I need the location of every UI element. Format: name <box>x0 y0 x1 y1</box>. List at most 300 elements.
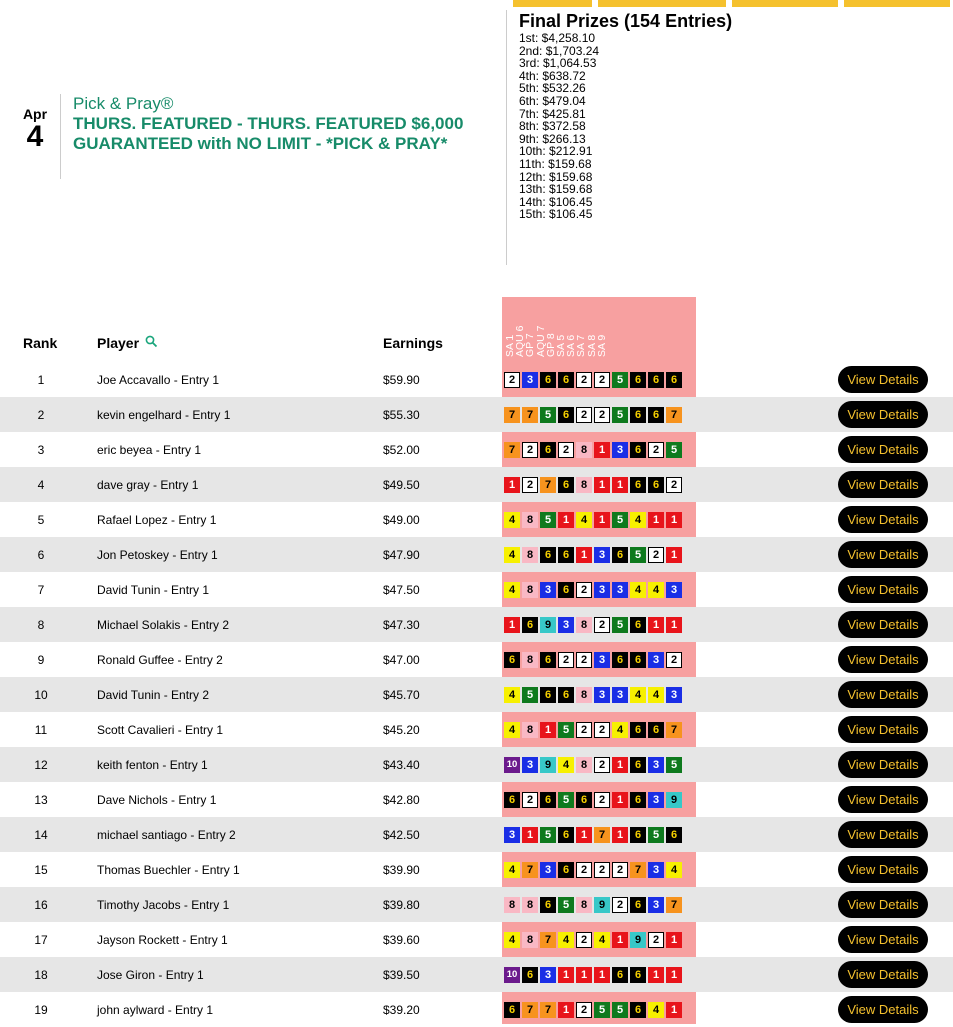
pick-chip: 6 <box>576 792 592 808</box>
view-details-button[interactable]: View Details <box>838 611 928 638</box>
pick-chip: 3 <box>648 757 664 773</box>
pick-chip: 2 <box>648 442 664 458</box>
prize-item: 5th: $532.26 <box>519 81 586 96</box>
pick-chip: 1 <box>648 617 664 633</box>
earnings-cell: $52.00 <box>383 442 420 457</box>
pick-chip: 5 <box>558 722 574 738</box>
picks-strip <box>504 897 682 913</box>
pick-chip: 6 <box>630 897 646 913</box>
pick-chip: 4 <box>648 582 664 598</box>
table-row <box>0 502 953 537</box>
rank-cell: 17 <box>34 932 48 947</box>
pick-chip: 6 <box>648 477 664 493</box>
earnings-cell: $47.00 <box>383 652 420 667</box>
earnings-cell: $47.50 <box>383 582 420 597</box>
picks-strip <box>504 757 682 773</box>
pick-chip: 7 <box>522 862 538 878</box>
table-row <box>0 432 953 467</box>
pick-chip: 2 <box>594 862 610 878</box>
earnings-cell: $59.90 <box>383 372 420 387</box>
pick-chip: 2 <box>576 652 592 668</box>
pick-chip: 1 <box>594 967 610 983</box>
contest-title: THURS. FEATURED - THURS. FEATURED $6,000 GUARANTEED with NO LIMIT - *PICK & PRAY* <box>73 114 464 153</box>
picks-strip <box>504 477 682 493</box>
pick-chip: 4 <box>504 687 520 703</box>
pick-chip: 3 <box>522 372 538 388</box>
pick-chip: 5 <box>612 372 628 388</box>
pick-chip: 6 <box>540 897 556 913</box>
rank-cell: 15 <box>34 862 48 877</box>
rank-cell: 7 <box>37 582 45 597</box>
prize-item: 7th: $425.81 <box>519 106 586 121</box>
game-type: Pick & Pray® <box>73 94 174 113</box>
pick-chip: 6 <box>504 652 520 668</box>
pick-chip: 1 <box>594 512 610 528</box>
picks-strip <box>504 687 682 703</box>
pick-chip: 9 <box>540 757 556 773</box>
player-name: Dave Nichols - Entry 1 <box>97 792 217 807</box>
rank-cell: 14 <box>34 827 48 842</box>
player-name: David Tunin - Entry 1 <box>97 582 210 597</box>
pick-chip: 6 <box>540 442 556 458</box>
pick-chip: 1 <box>648 512 664 528</box>
race-label: AQU 7 <box>534 325 547 357</box>
pick-chip: 3 <box>522 757 538 773</box>
pick-chip: 3 <box>666 687 682 703</box>
table-row <box>0 677 953 712</box>
pick-chip: 1 <box>666 512 682 528</box>
pick-chip: 7 <box>540 932 556 948</box>
view-details-button[interactable]: View Details <box>838 856 928 883</box>
race-label: SA 1 <box>504 334 516 357</box>
pick-chip: 6 <box>558 372 574 388</box>
pick-chip: 6 <box>504 1002 520 1018</box>
view-details-button[interactable]: View Details <box>838 716 928 743</box>
pick-chip: 1 <box>576 967 592 983</box>
picks-strip <box>504 617 682 633</box>
picks-strip <box>504 652 682 668</box>
table-row <box>0 887 953 922</box>
final-prizes-panel <box>506 10 732 265</box>
pick-chip: 1 <box>648 967 664 983</box>
pick-chip: 6 <box>558 827 574 843</box>
pick-chip: 1 <box>612 827 628 843</box>
divider <box>60 94 61 179</box>
pick-chip: 8 <box>522 512 538 528</box>
prize-item: 12th: $159.68 <box>519 169 593 184</box>
pick-chip: 1 <box>540 722 556 738</box>
earnings-cell: $55.30 <box>383 407 420 422</box>
pick-chip: 3 <box>594 547 610 563</box>
pick-chip: 8 <box>576 757 592 773</box>
prize-list <box>519 32 732 221</box>
view-details-button[interactable]: View Details <box>838 436 928 463</box>
pick-chip: 1 <box>666 932 682 948</box>
pick-chip: 6 <box>630 827 646 843</box>
picks-strip <box>504 967 682 983</box>
picks-strip <box>504 862 682 878</box>
pick-chip: 3 <box>594 652 610 668</box>
pick-chip: 2 <box>522 442 538 458</box>
pick-chip: 4 <box>576 512 592 528</box>
pick-chip: 4 <box>594 932 610 948</box>
view-details-button[interactable]: View Details <box>838 821 928 848</box>
pick-chip: 4 <box>504 512 520 528</box>
rank-cell: 13 <box>34 792 48 807</box>
prize-item: 13th: $159.68 <box>519 182 593 197</box>
pick-chip: 1 <box>666 967 682 983</box>
pick-chip: 2 <box>594 757 610 773</box>
table-row <box>0 397 953 432</box>
pick-chip: 3 <box>558 617 574 633</box>
pick-chip: 6 <box>612 967 628 983</box>
pick-chip: 2 <box>612 862 628 878</box>
pick-chip: 6 <box>630 722 646 738</box>
pick-chip: 3 <box>648 792 664 808</box>
rank-cell: 9 <box>37 652 45 667</box>
pick-chip: 6 <box>630 757 646 773</box>
pick-chip: 3 <box>540 862 556 878</box>
pick-chip: 7 <box>666 722 682 738</box>
pick-chip: 2 <box>558 442 574 458</box>
table-row <box>0 467 953 502</box>
pick-chip: 6 <box>540 372 556 388</box>
pick-chip: 10 <box>504 967 520 983</box>
pick-chip: 3 <box>594 582 610 598</box>
earnings-cell: $39.50 <box>383 967 420 982</box>
pick-chip: 1 <box>558 967 574 983</box>
pick-chip: 7 <box>540 1002 556 1018</box>
pick-chip: 6 <box>522 967 538 983</box>
picks-strip <box>504 372 682 388</box>
pick-chip: 10 <box>504 757 520 773</box>
pick-chip: 8 <box>504 897 520 913</box>
pick-chip: 4 <box>504 862 520 878</box>
pick-chip: 3 <box>504 827 520 843</box>
pick-chip: 3 <box>648 652 664 668</box>
prize-item: 4th: $638.72 <box>519 68 586 83</box>
pick-chip: 5 <box>612 407 628 423</box>
earnings-cell: $42.50 <box>383 827 420 842</box>
earnings-cell: $47.30 <box>383 617 420 632</box>
pick-chip: 3 <box>612 582 628 598</box>
pick-chip: 3 <box>648 862 664 878</box>
pick-chip: 3 <box>612 687 628 703</box>
pick-chip: 7 <box>666 407 682 423</box>
table-row <box>0 852 953 887</box>
pick-chip: 6 <box>558 407 574 423</box>
player-name: Rafael Lopez - Entry 1 <box>97 512 217 527</box>
race-label: SA 7 <box>575 334 588 357</box>
pick-chip: 5 <box>558 897 574 913</box>
pick-chip: 3 <box>648 897 664 913</box>
top-tab-strip <box>513 0 950 7</box>
pick-chip: 2 <box>576 862 592 878</box>
pick-chip: 9 <box>630 932 646 948</box>
rank-cell: 19 <box>34 1002 48 1017</box>
view-details-button[interactable]: View Details <box>838 576 928 603</box>
pick-chip: 6 <box>666 827 682 843</box>
pick-chip: 1 <box>594 442 610 458</box>
pick-chip: 1 <box>612 477 628 493</box>
earnings-cell: $45.20 <box>383 722 420 737</box>
pick-chip: 1 <box>558 512 574 528</box>
pick-chip: 7 <box>630 862 646 878</box>
picks-strip <box>504 1002 682 1018</box>
pick-chip: 8 <box>522 722 538 738</box>
player-name: Timothy Jacobs - Entry 1 <box>97 897 230 912</box>
pick-chip: 7 <box>540 477 556 493</box>
pick-chip: 4 <box>612 722 628 738</box>
pick-chip: 3 <box>612 442 628 458</box>
pick-chip: 1 <box>612 932 628 948</box>
rank-cell: 1 <box>37 372 45 387</box>
race-label: SA 5 <box>554 334 567 357</box>
contest-month: Apr <box>22 106 48 122</box>
pick-chip: 6 <box>648 407 664 423</box>
pick-chip: 2 <box>576 407 592 423</box>
view-details-button[interactable]: View Details <box>838 471 928 498</box>
pick-chip: 7 <box>522 407 538 423</box>
pick-chip: 7 <box>666 897 682 913</box>
pick-chip: 5 <box>594 1002 610 1018</box>
pick-chip: 2 <box>576 582 592 598</box>
player-name: dave gray - Entry 1 <box>97 477 199 492</box>
table-row <box>0 572 953 607</box>
pick-chip: 6 <box>558 477 574 493</box>
player-header[interactable] <box>97 335 158 351</box>
pick-chip: 5 <box>540 512 556 528</box>
pick-chip: 2 <box>558 652 574 668</box>
prize-item: 8th: $372.58 <box>519 119 586 134</box>
pick-chip: 2 <box>522 477 538 493</box>
earnings-header: Earnings <box>383 335 443 351</box>
pick-chip: 1 <box>504 617 520 633</box>
table-row <box>0 537 953 572</box>
race-label: SA 6 <box>565 334 578 357</box>
view-details-button[interactable]: View Details <box>838 401 928 428</box>
pick-chip: 2 <box>594 372 610 388</box>
pick-chip: 6 <box>558 687 574 703</box>
top-tab[interactable] <box>732 0 838 7</box>
race-label: SA 8 <box>585 334 598 357</box>
pick-chip: 4 <box>648 1002 664 1018</box>
view-details-button[interactable]: View Details <box>838 681 928 708</box>
prize-item: 2nd: $1,703.24 <box>519 43 600 58</box>
pick-chip: 6 <box>504 792 520 808</box>
pick-chip: 6 <box>558 547 574 563</box>
pick-chip: 1 <box>666 617 682 633</box>
table-row <box>0 817 953 852</box>
prize-item: 15th: $106.45 <box>519 207 593 222</box>
pick-chip: 5 <box>522 687 538 703</box>
top-tab[interactable] <box>598 0 726 7</box>
race-labels-header <box>502 297 696 357</box>
view-details-button[interactable]: View Details <box>838 366 928 393</box>
picks-strip <box>504 722 682 738</box>
picks-strip <box>504 512 682 528</box>
pick-chip: 7 <box>522 1002 538 1018</box>
table-row <box>0 782 953 817</box>
pick-chip: 2 <box>522 792 538 808</box>
pick-chip: 6 <box>666 372 682 388</box>
player-name: Jon Petoskey - Entry 1 <box>97 547 218 562</box>
player-name: Thomas Buechler - Entry 1 <box>97 862 240 877</box>
pick-chip: 4 <box>630 687 646 703</box>
pick-chip: 2 <box>594 722 610 738</box>
top-tab[interactable] <box>844 0 950 7</box>
player-name: keith fenton - Entry 1 <box>97 757 208 772</box>
player-name: Ronald Guffee - Entry 2 <box>97 652 223 667</box>
view-details-button[interactable]: View Details <box>838 506 928 533</box>
rank-cell: 10 <box>34 687 48 702</box>
pick-chip: 4 <box>558 932 574 948</box>
view-details-button[interactable]: View Details <box>838 646 928 673</box>
pick-chip: 6 <box>630 1002 646 1018</box>
pick-chip: 1 <box>594 477 610 493</box>
pick-chip: 2 <box>594 407 610 423</box>
pick-chip: 7 <box>504 442 520 458</box>
pick-chip: 2 <box>666 652 682 668</box>
view-details-button[interactable]: View Details <box>838 926 928 953</box>
player-name: kevin engelhard - Entry 1 <box>97 407 231 422</box>
pick-chip: 8 <box>576 897 592 913</box>
pick-chip: 6 <box>540 687 556 703</box>
pick-chip: 1 <box>522 827 538 843</box>
pick-chip: 5 <box>540 407 556 423</box>
pick-chip: 4 <box>504 582 520 598</box>
picks-strip <box>504 547 682 563</box>
player-name: michael santiago - Entry 2 <box>97 827 236 842</box>
table-row <box>0 362 953 397</box>
contest-info <box>73 94 493 154</box>
view-details-button[interactable]: View Details <box>838 751 928 778</box>
picks-strip <box>504 827 682 843</box>
rank-cell: 3 <box>37 442 45 457</box>
pick-chip: 9 <box>594 897 610 913</box>
picks-strip <box>504 792 682 808</box>
top-tab[interactable] <box>513 0 592 7</box>
rank-cell: 16 <box>34 897 48 912</box>
pick-chip: 2 <box>666 477 682 493</box>
rank-cell: 2 <box>37 407 45 422</box>
pick-chip: 6 <box>540 652 556 668</box>
pick-chip: 6 <box>630 477 646 493</box>
table-row <box>0 747 953 782</box>
pick-chip: 6 <box>630 407 646 423</box>
player-name: Scott Cavalieri - Entry 1 <box>97 722 224 737</box>
pick-chip: 4 <box>630 582 646 598</box>
pick-chip: 5 <box>540 827 556 843</box>
pick-chip: 5 <box>558 792 574 808</box>
view-details-button[interactable]: View Details <box>838 996 928 1023</box>
prize-item: 9th: $266.13 <box>519 131 586 146</box>
pick-chip: 3 <box>540 967 556 983</box>
rank-cell: 18 <box>34 967 48 982</box>
race-label: AQU 6 <box>514 325 527 357</box>
earnings-cell: $45.70 <box>383 687 420 702</box>
pick-chip: 9 <box>540 617 556 633</box>
race-label: GP 7 <box>524 333 537 357</box>
pick-chip: 2 <box>576 1002 592 1018</box>
prize-item: 11th: $159.68 <box>519 156 592 171</box>
pick-chip: 1 <box>612 792 628 808</box>
picks-strip <box>504 582 682 598</box>
table-row <box>0 922 953 957</box>
player-name: David Tunin - Entry 2 <box>97 687 210 702</box>
pick-chip: 2 <box>576 722 592 738</box>
pick-chip: 2 <box>594 617 610 633</box>
pick-chip: 8 <box>522 582 538 598</box>
rank-cell: 6 <box>37 547 45 562</box>
search-icon[interactable] <box>145 335 158 351</box>
view-details-button[interactable]: View Details <box>838 961 928 988</box>
pick-chip: 1 <box>666 547 682 563</box>
pick-chip: 8 <box>576 477 592 493</box>
earnings-cell: $39.80 <box>383 897 420 912</box>
table-row <box>0 607 953 642</box>
pick-chip: 5 <box>666 442 682 458</box>
player-name: Joe Accavallo - Entry 1 <box>97 372 220 387</box>
pick-chip: 6 <box>630 617 646 633</box>
rank-cell: 11 <box>34 722 48 737</box>
pick-chip: 5 <box>612 512 628 528</box>
view-details-button[interactable]: View Details <box>838 891 928 918</box>
pick-chip: 1 <box>576 547 592 563</box>
pick-chip: 2 <box>576 372 592 388</box>
pick-chip: 1 <box>612 757 628 773</box>
pick-chip: 3 <box>594 687 610 703</box>
player-header-label: Player <box>97 335 140 351</box>
rank-cell: 8 <box>37 617 45 632</box>
rank-header: Rank <box>23 335 58 351</box>
pick-chip: 1 <box>666 1002 682 1018</box>
earnings-cell: $49.00 <box>383 512 420 527</box>
pick-chip: 8 <box>522 547 538 563</box>
earnings-cell: $47.90 <box>383 547 420 562</box>
earnings-cell: $43.40 <box>383 757 420 772</box>
player-name: Jayson Rockett - Entry 1 <box>97 932 228 947</box>
table-row <box>0 642 953 677</box>
pick-chip: 8 <box>522 897 538 913</box>
pick-chip: 5 <box>612 1002 628 1018</box>
view-details-button[interactable]: View Details <box>838 541 928 568</box>
pick-chip: 8 <box>522 652 538 668</box>
player-name: Jose Giron - Entry 1 <box>97 967 204 982</box>
prizes-heading: Final Prizes (154 Entries) <box>519 11 733 31</box>
pick-chip: 8 <box>576 687 592 703</box>
pick-chip: 6 <box>612 652 628 668</box>
pick-chip: 2 <box>504 372 520 388</box>
table-row <box>0 957 953 992</box>
pick-chip: 6 <box>630 792 646 808</box>
prize-item: 3rd: $1,064.53 <box>519 56 597 71</box>
picks-strip <box>504 932 682 948</box>
pick-chip: 6 <box>630 442 646 458</box>
pick-chip: 2 <box>648 547 664 563</box>
player-name: eric beyea - Entry 1 <box>97 442 202 457</box>
pick-chip: 7 <box>594 827 610 843</box>
pick-chip: 4 <box>648 687 664 703</box>
pick-chip: 3 <box>666 582 682 598</box>
rank-cell: 12 <box>34 757 48 772</box>
pick-chip: 1 <box>576 827 592 843</box>
pick-chip: 5 <box>666 757 682 773</box>
prize-item: 10th: $212.91 <box>519 144 593 159</box>
pick-chip: 4 <box>504 722 520 738</box>
pick-chip: 8 <box>522 932 538 948</box>
view-details-button[interactable]: View Details <box>838 786 928 813</box>
